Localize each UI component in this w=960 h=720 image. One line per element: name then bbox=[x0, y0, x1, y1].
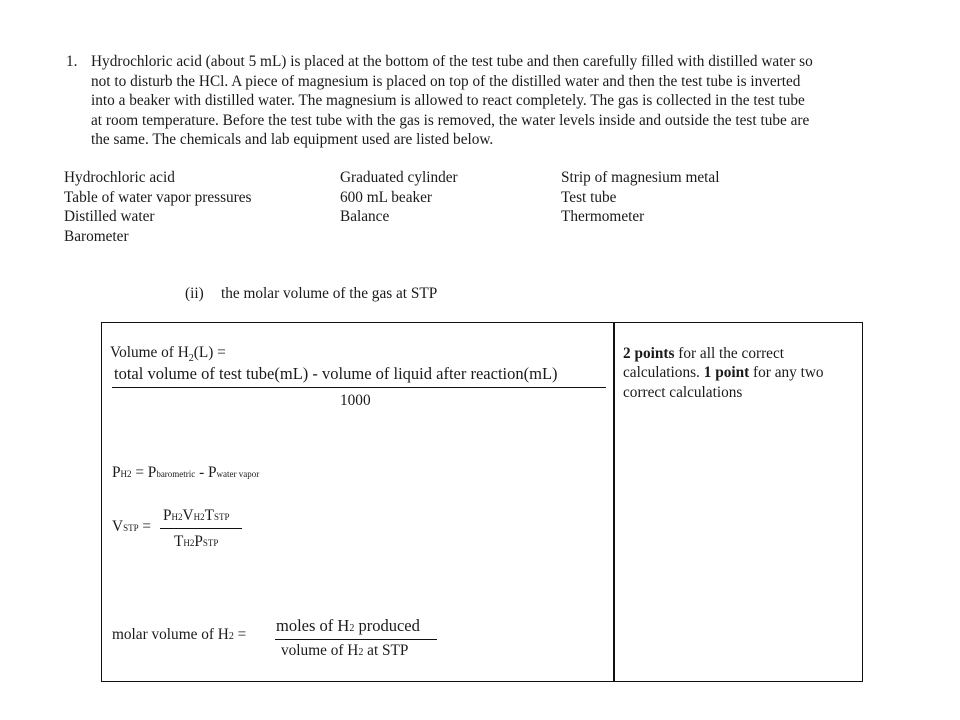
equipment-column-1 bbox=[64, 168, 252, 246]
vstp-label: VSTP = bbox=[112, 518, 152, 535]
equipment-item: Distilled water bbox=[64, 208, 155, 226]
equipment-column-3 bbox=[561, 168, 719, 227]
molar-denominator: volume of H2 at STP bbox=[281, 642, 409, 659]
vstp-fraction-bar bbox=[160, 528, 242, 529]
equipment-column-2 bbox=[340, 168, 458, 227]
question-line: into a beaker with distilled water. The magnesium is allowed to react completely. The gas is collected in the test tube bbox=[91, 92, 805, 110]
vstp-denominator: TH2PSTP bbox=[174, 533, 219, 550]
part-heading bbox=[185, 285, 437, 303]
molar-numerator: moles of H2 produced bbox=[276, 616, 420, 635]
molar-fraction-bar bbox=[275, 639, 437, 640]
equipment-item: Test tube bbox=[561, 188, 617, 206]
question-line: not to disturb the HCl. A piece of magnesium is placed on top of the distilled water and then the test tube is inverted bbox=[91, 72, 801, 90]
question-line: Hydrochloric acid (about 5 mL) is placed at the bottom of the test tube and then carefully filled with distilled water so bbox=[91, 53, 813, 70]
part-text: the molar volume of the gas at STP bbox=[221, 285, 438, 302]
table-divider bbox=[613, 322, 615, 682]
equipment-item: Strip of magnesium metal bbox=[561, 169, 720, 186]
volume-label: Volume of $H_2(L)$ = bbox=[110, 344, 226, 365]
scoring-rubric: 2 points for all the correct calculations. 1 point for any two correct calculations bbox=[623, 345, 824, 401]
molar-volume-label: molar volume of H2 = bbox=[112, 626, 247, 643]
question-text bbox=[91, 52, 896, 150]
equipment-item: Graduated cylinder bbox=[340, 169, 458, 186]
question-line: at room temperature. Before the test tube with the gas is removed, the water levels inside and outside the test tube are bbox=[91, 111, 810, 129]
question-line: the same. The chemicals and lab equipment used are listed below. bbox=[91, 131, 494, 149]
volume-numerator: total volume of test tube(mL) - volume of liquid after reaction(mL) bbox=[114, 364, 558, 383]
part-label: (ii) bbox=[185, 285, 204, 302]
equipment-item: 600 mL beaker bbox=[340, 188, 433, 206]
volume-fraction-bar bbox=[112, 387, 606, 388]
equipment-item: Thermometer bbox=[561, 208, 645, 226]
equipment-item: Hydrochloric acid bbox=[64, 169, 175, 186]
pressure-formula: PH2 = Pbarometric - Pwater vapor bbox=[112, 464, 260, 481]
vstp-numerator: PH2VH2TSTP bbox=[163, 507, 230, 524]
question-number: 1. bbox=[66, 53, 78, 70]
equipment-item: Barometer bbox=[64, 227, 129, 245]
equipment-item: Table of water vapor pressures bbox=[64, 188, 252, 206]
volume-denominator: 1000 bbox=[340, 392, 371, 409]
equipment-item: Balance bbox=[340, 208, 390, 226]
